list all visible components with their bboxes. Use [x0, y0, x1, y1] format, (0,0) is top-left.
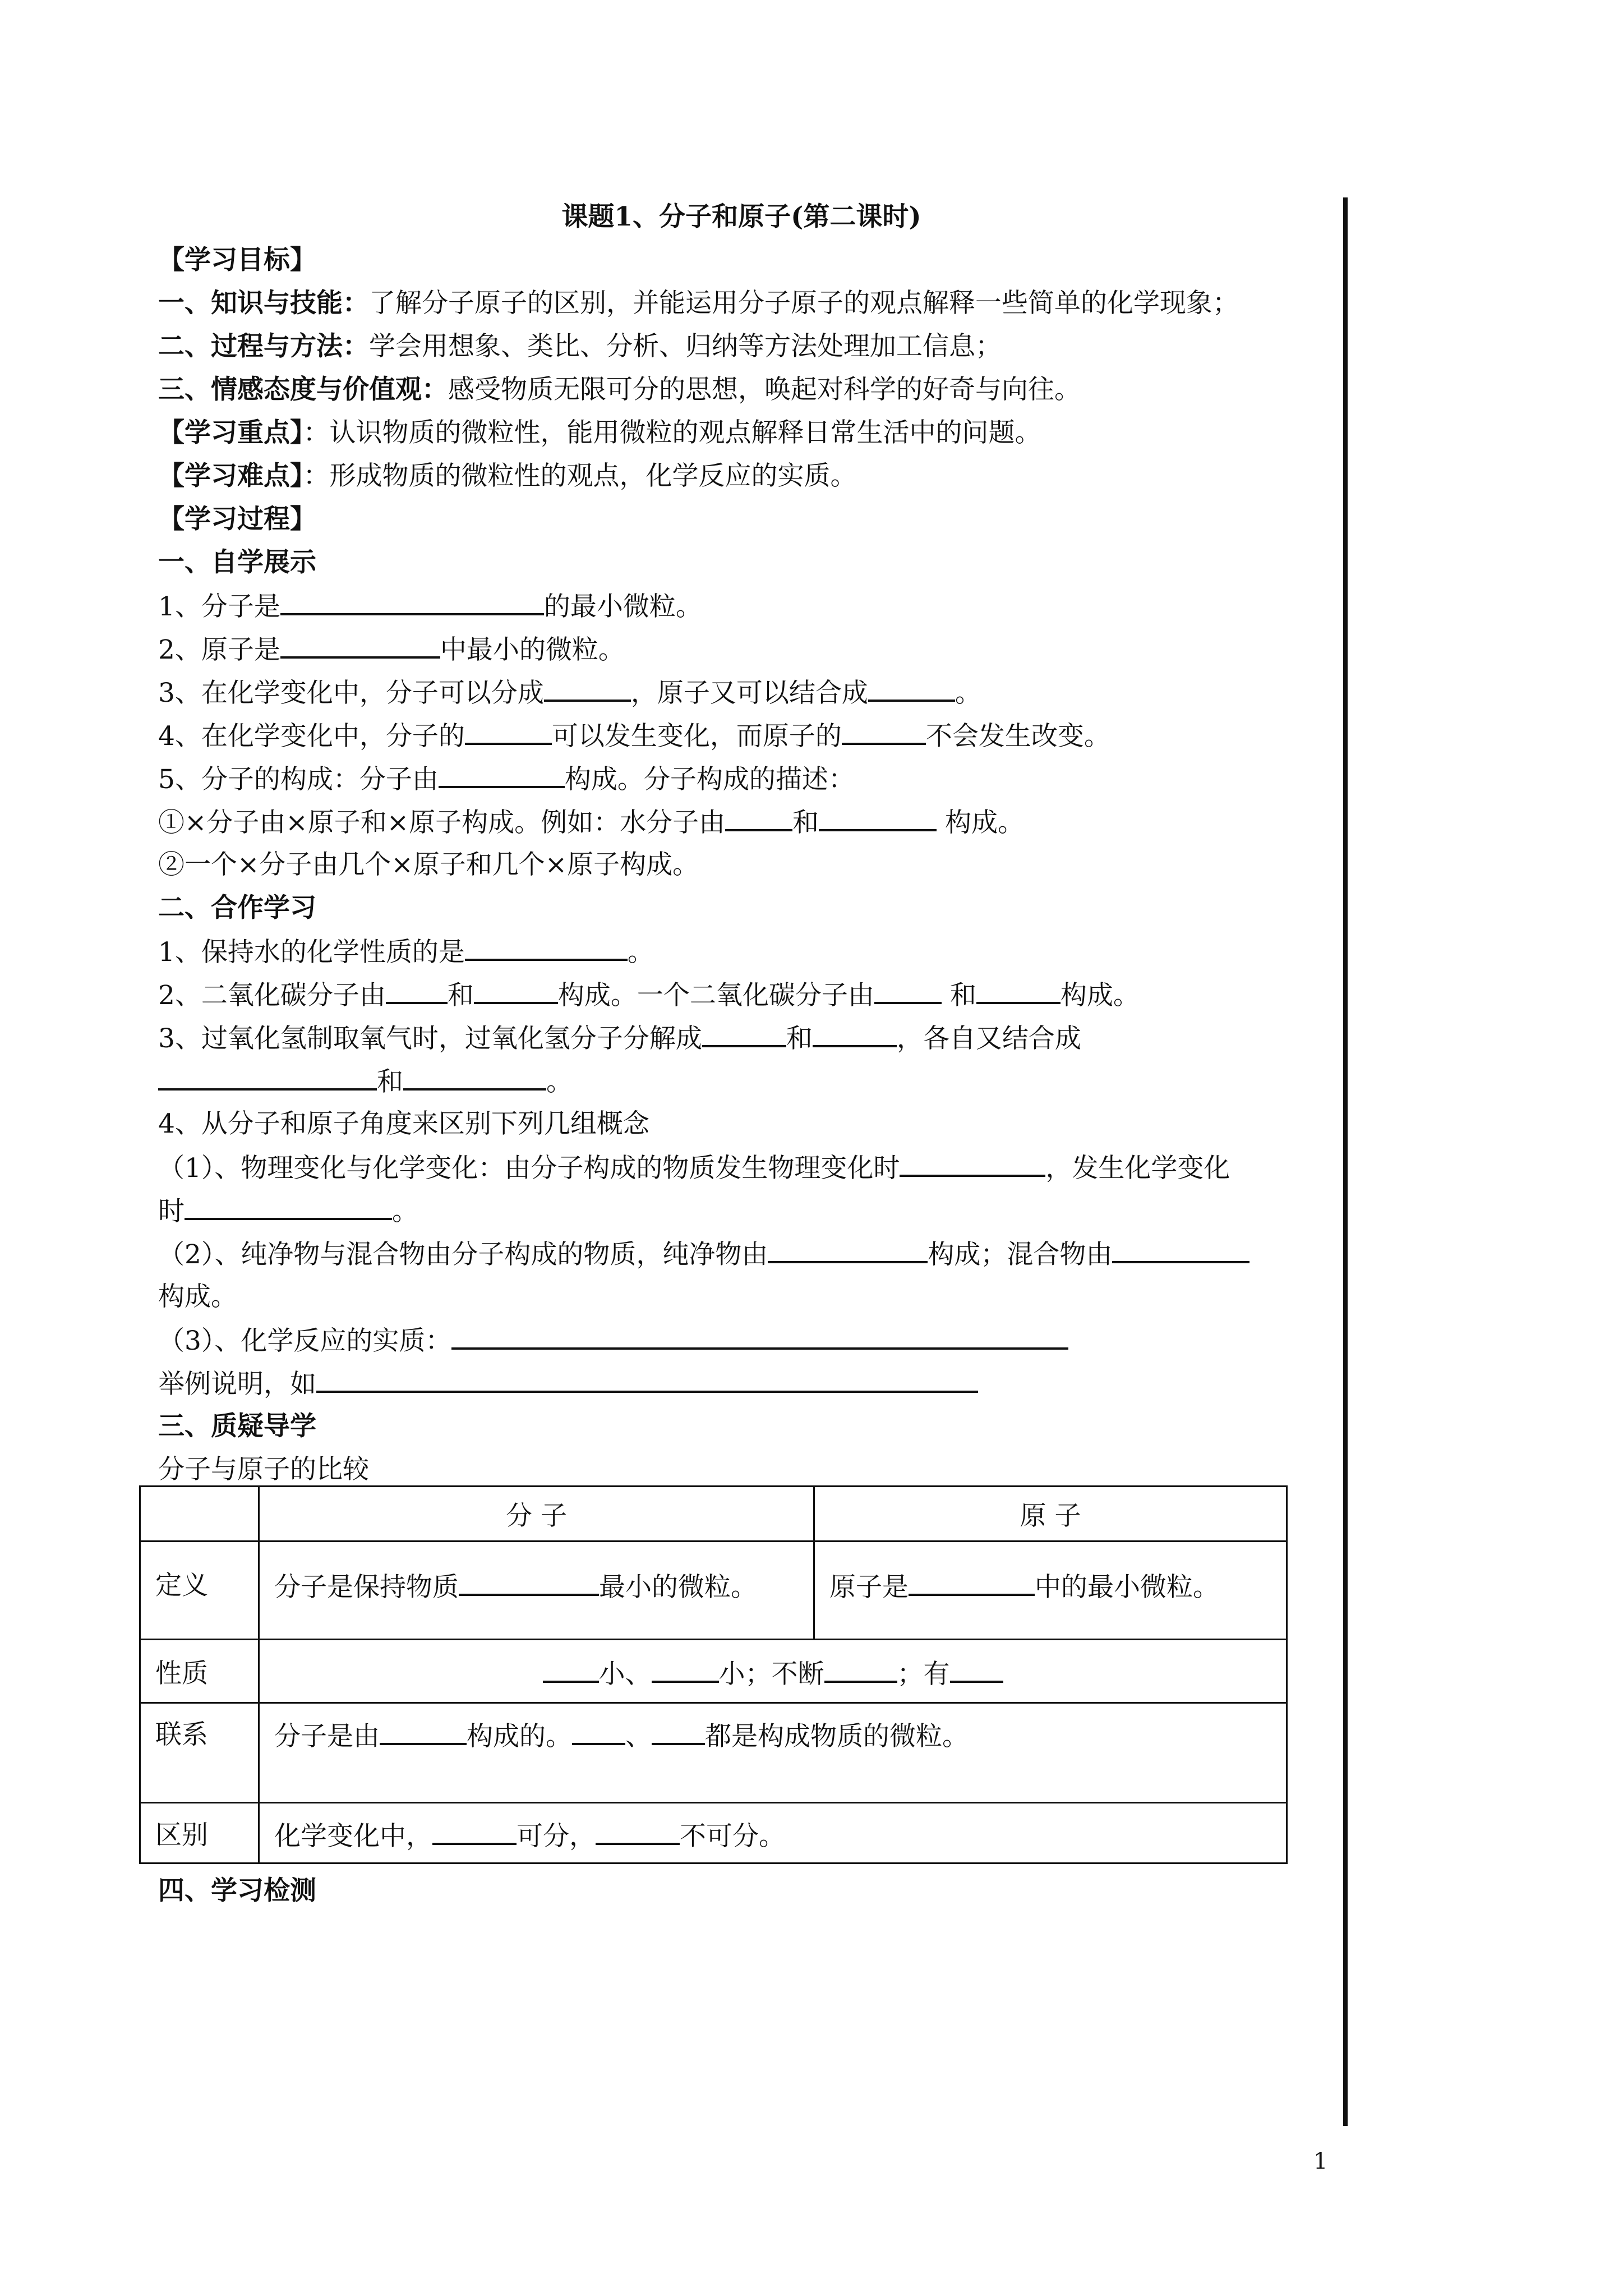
answer-blank[interactable]	[474, 973, 558, 1004]
coop-question-4-1-cont	[158, 1189, 1325, 1232]
question-text: 构成；混合物由	[928, 1239, 1113, 1270]
question-text: （1）、物理变化与化学变化：由分子构成的物质发生物理变化时	[158, 1153, 900, 1184]
question-text: 和	[786, 1023, 813, 1054]
coop-question-4-1	[158, 1145, 1325, 1189]
answer-blank[interactable]	[909, 1565, 1035, 1596]
question-text: （2）、纯净物与混合物由分子构成的物质，纯净物由	[158, 1239, 768, 1270]
cell-text: 不可分。	[680, 1820, 785, 1852]
question-5-description: ②一个×分子由几个×原子和几个×原子构成。	[158, 849, 699, 880]
property-cell	[259, 1640, 1287, 1703]
question-text: 3、在化学变化中，分子可以分成	[158, 678, 544, 708]
cell-text: 小；不断	[718, 1659, 824, 1690]
question-text: 4、在化学变化中，分子的	[158, 721, 465, 752]
question-text: 。	[392, 1196, 418, 1227]
question-5-example	[158, 800, 1325, 843]
answer-blank[interactable]	[868, 670, 955, 702]
question-text: ①×分子由×原子和×原子构成。例如：水分子由	[158, 807, 726, 838]
question-text: （3）、化学反应的实质：	[158, 1326, 452, 1356]
question-text: 。	[955, 678, 981, 708]
coop-heading: 二、合作学习	[158, 892, 316, 923]
cell-text: 原子是	[829, 1572, 909, 1603]
question-text: 构成。	[1060, 980, 1140, 1011]
question-text: 3、过氧化氢制取氧气时，过氧化氢分子分解成	[158, 1023, 702, 1054]
goal-attitude	[158, 368, 1325, 411]
answer-blank[interactable]	[950, 1651, 1003, 1683]
question-text: 构成。分子构成的描述：	[564, 764, 855, 795]
relation-cell	[259, 1703, 1287, 1803]
question-text: 1、保持水的化学性质的是	[158, 937, 465, 968]
test-heading: 四、学习检测	[158, 1875, 316, 1906]
row-label: 区别	[140, 1803, 259, 1864]
difference-cell	[259, 1803, 1287, 1864]
question-text: 5、分子的构成：分子由	[158, 764, 439, 795]
table-header-row	[140, 1487, 1287, 1542]
cell-text: 最小的微粒。	[599, 1572, 757, 1603]
question-text: 和	[792, 807, 819, 838]
answer-blank[interactable]	[572, 1714, 625, 1745]
definition-molecule-cell	[259, 1542, 814, 1640]
self-study-heading: 一、自学展示	[158, 547, 316, 578]
question-text: 发生化学变化	[1072, 1153, 1230, 1184]
question-text: ，	[1045, 1153, 1072, 1184]
answer-blank[interactable]	[874, 973, 942, 1004]
question-text: 和	[377, 1066, 403, 1097]
cell-text: ；有	[897, 1659, 950, 1690]
row-label: 联系	[140, 1703, 259, 1803]
answer-blank[interactable]	[185, 1189, 392, 1220]
goal-process	[158, 325, 1325, 368]
table-caption: 分子与原子的比较	[158, 1454, 369, 1485]
coop-question-4-3	[158, 1318, 1325, 1361]
coop-question-4: 4、从分子和原子角度来区别下列几组概念	[158, 1108, 649, 1139]
answer-blank[interactable]	[652, 1714, 705, 1745]
page-number: 1	[1313, 2148, 1328, 2174]
table-row-difference	[140, 1803, 1287, 1864]
key-label: 【学习重点】	[158, 417, 303, 448]
difficulty-text: ：形成物质的微粒性的观点，化学反应的实质。	[303, 461, 857, 491]
goal-text: 学会用想象、类比、分析、归纳等方法处理加工信息；	[369, 331, 1002, 362]
answer-blank[interactable]	[403, 1059, 546, 1091]
question-text: 不会发生改变。	[925, 721, 1110, 752]
question-text: ，原子又可以结合成	[630, 678, 868, 708]
row-label: 定义	[140, 1542, 259, 1640]
question-text: 构成。一个二氧化碳分子由	[557, 980, 874, 1011]
key-point	[158, 411, 1325, 454]
answer-blank[interactable]	[280, 627, 440, 659]
question-5	[158, 757, 1325, 800]
cell-text: 分子是由	[274, 1721, 380, 1752]
answer-blank[interactable]	[451, 1318, 1068, 1350]
answer-blank[interactable]	[543, 1651, 599, 1683]
table-corner-cell	[140, 1487, 259, 1542]
coop-question-4-2-cont: 构成。	[158, 1281, 237, 1312]
question-text: 和	[941, 980, 976, 1011]
answer-blank[interactable]	[380, 1714, 467, 1745]
answer-blank[interactable]	[544, 670, 631, 702]
question-4	[158, 714, 1325, 757]
answer-blank[interactable]	[158, 1059, 377, 1091]
coop-question-4-2	[158, 1232, 1325, 1275]
goal-label: 二、过程与方法：	[158, 331, 369, 362]
question-text: 中最小的微粒。	[440, 634, 625, 665]
cell-text: 构成的。	[467, 1721, 572, 1752]
answer-blank[interactable]	[596, 1814, 680, 1845]
cell-text: 中的最小微粒。	[1035, 1572, 1219, 1603]
cell-text: 、	[625, 1721, 652, 1752]
cell-text: 化学变化中，	[274, 1820, 432, 1852]
coop-question-1	[158, 930, 1325, 973]
difficulty-label: 【学习难点】	[158, 461, 303, 491]
question-text: 的最小微粒。	[543, 591, 702, 622]
goal-text: 感受物质无限可分的思想，唤起对科学的好奇与向往。	[448, 374, 1081, 405]
question-text: 2、原子是	[158, 634, 280, 665]
question-2	[158, 627, 1325, 670]
answer-blank[interactable]	[439, 757, 565, 788]
answer-blank[interactable]	[316, 1361, 978, 1393]
question-text: 1、分子是	[158, 591, 280, 622]
goal-label: 一、知识与技能：	[158, 288, 369, 319]
cell-text: 可分，	[517, 1820, 596, 1852]
page-title: 课题1、分子和原子(第二课时)	[561, 201, 921, 232]
question-text: 。	[546, 1066, 573, 1097]
difficult-point	[158, 454, 1325, 498]
comparison-table	[139, 1485, 1288, 1864]
answer-blank[interactable]	[819, 800, 937, 831]
answer-blank[interactable]	[824, 1651, 897, 1683]
answer-blank[interactable]	[459, 1565, 599, 1596]
worksheet-content	[158, 195, 1325, 1491]
margin-rule	[1343, 197, 1348, 2126]
coop-question-3-cont	[158, 1059, 1325, 1102]
question-text: 和	[447, 980, 474, 1011]
key-text: ：认识物质的微粒性，能用微粒的观点解释日常生活中的问题。	[303, 417, 1041, 448]
table-row-property	[140, 1640, 1287, 1703]
question-text: 2、二氧化碳分子由	[158, 980, 386, 1011]
process-header: 【学习过程】	[158, 504, 316, 535]
goal-text: 了解分子原子的区别，并能运用分子原子的观点解释一些简单的化学现象；	[369, 288, 1239, 319]
column-header-atom: 原 子	[814, 1487, 1287, 1542]
question-text: 。	[627, 937, 654, 968]
question-3	[158, 670, 1325, 714]
column-header-molecule: 分 子	[259, 1487, 814, 1542]
answer-blank[interactable]	[432, 1814, 517, 1845]
answer-blank[interactable]	[842, 714, 926, 745]
answer-blank[interactable]	[1112, 1232, 1249, 1263]
goal-knowledge	[158, 282, 1325, 325]
question-text: ，各自又结合成	[896, 1023, 1081, 1054]
question-text: 举例说明，如	[158, 1369, 316, 1400]
question-text: 可以发生变化，而原子的	[551, 721, 842, 752]
answer-blank[interactable]	[725, 800, 792, 831]
coop-question-4-3-example	[158, 1361, 1325, 1405]
inquiry-heading: 三、质疑导学	[158, 1411, 316, 1442]
cell-text: 小、	[598, 1659, 652, 1690]
table-row-definition	[140, 1542, 1287, 1640]
answer-blank[interactable]	[702, 1016, 786, 1047]
goals-header: 【学习目标】	[158, 245, 316, 275]
question-text: 构成。	[937, 807, 1025, 838]
table-row-relation	[140, 1703, 1287, 1803]
answer-blank[interactable]	[976, 973, 1061, 1004]
answer-blank[interactable]	[768, 1232, 928, 1263]
answer-blank[interactable]	[465, 714, 552, 745]
cell-text: 都是构成物质的微粒。	[705, 1721, 969, 1752]
coop-question-3	[158, 1016, 1325, 1059]
answer-blank[interactable]	[900, 1145, 1045, 1177]
row-label: 性质	[140, 1640, 259, 1703]
definition-atom-cell	[814, 1542, 1287, 1640]
answer-blank[interactable]	[813, 1016, 897, 1047]
answer-blank[interactable]	[386, 973, 448, 1004]
coop-question-2	[158, 973, 1325, 1016]
question-1	[158, 584, 1325, 627]
cell-text: 分子是保持物质	[274, 1572, 459, 1603]
answer-blank[interactable]	[652, 1651, 719, 1683]
question-text: 时	[158, 1196, 185, 1227]
answer-blank[interactable]	[280, 584, 544, 615]
goal-label: 三、情感态度与价值观：	[158, 374, 448, 405]
answer-blank[interactable]	[465, 930, 628, 961]
